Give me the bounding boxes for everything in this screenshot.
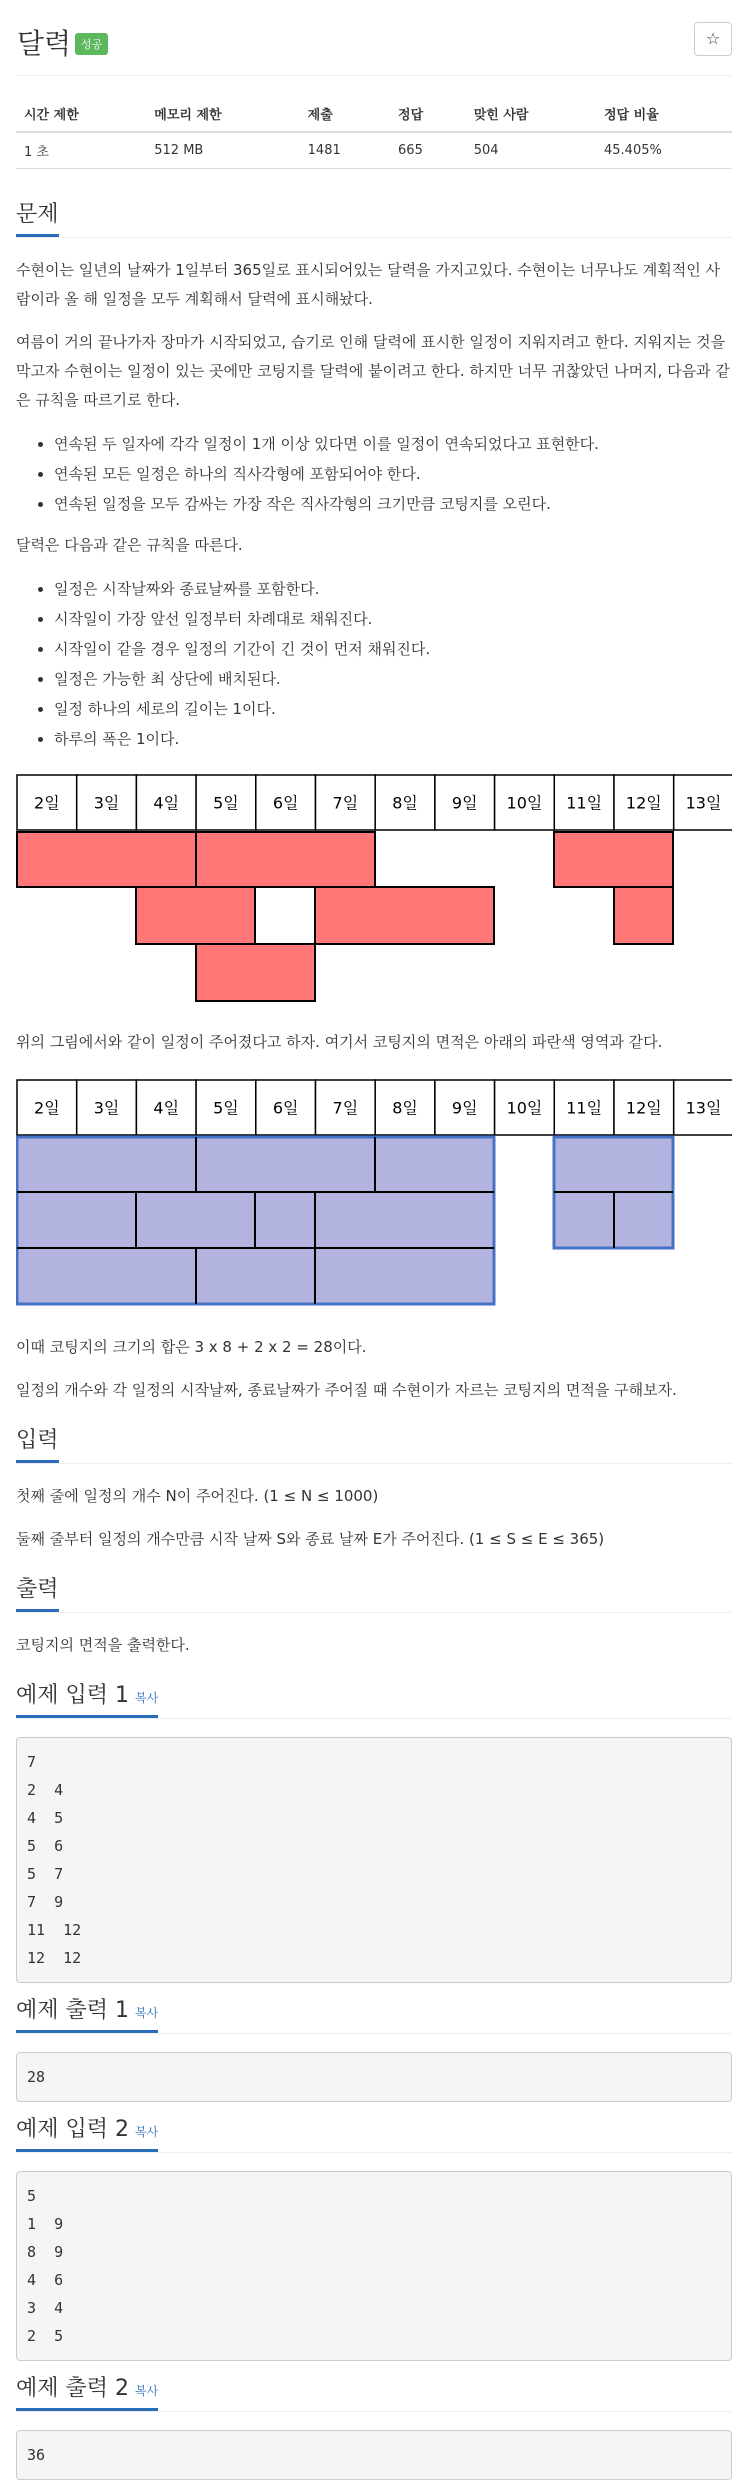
output-section-header	[16, 1568, 732, 1613]
problem-paragraph: 여름이 거의 끝나가자 장마가 시작되었고, 습기로 인해 달력에 표시한 일정이 지워지려고 한다. 지워지는 것을 막고자 수현이는 일정이 있는 곳에만 코팅지를 달력에 붙이려고 한다. 하지만 너무 귀찮았던 나머지, 다음과 같은 규칙을 따르기로 한다.	[16, 333, 730, 409]
day-label: 12일	[625, 793, 662, 813]
sample-line: 4 6	[27, 2271, 64, 2289]
sample-line: 12 12	[27, 1949, 82, 1967]
schedule-block	[554, 832, 673, 887]
list-item: • 일정은 시작날짜와 종료날짜를 포함한다.	[54, 574, 732, 604]
sample-line: 5	[27, 2187, 37, 2205]
sample-title	[16, 1993, 158, 2033]
day-label: 10일	[506, 793, 543, 813]
schedule-block	[136, 887, 255, 944]
sample-output-1	[16, 2052, 732, 2102]
info-header: 맞힌 사람	[466, 96, 596, 132]
page-title: 달력	[17, 27, 72, 60]
schedule-block	[614, 887, 673, 944]
input-paragraph: 첫째 줄에 일정의 개수 N이 주어진다. (1 ≤ N ≤ 1000)	[16, 1487, 379, 1505]
calendar-schedule-figure	[16, 774, 732, 1004]
sample-line: 5 6	[27, 1837, 64, 1855]
sample-output-1-header	[16, 1991, 732, 2034]
section-title-input: 입력	[16, 1423, 59, 1463]
schedule-block	[196, 944, 315, 1001]
info-header: 정답 비율	[596, 96, 732, 132]
day-label: 13일	[685, 793, 722, 813]
schedule-block	[315, 887, 494, 944]
star-button[interactable]: ☆	[694, 22, 732, 56]
problem-paragraph: 위의 그림에서와 같이 일정이 주어졌다고 하자. 여기서 코팅지의 면적은 아래의 파란색 영역과 같다.	[16, 1033, 663, 1051]
sample-line: 2 4	[27, 1781, 64, 1799]
sample-title	[16, 2112, 158, 2152]
list-item: • 연속된 모든 일정은 하나의 직사각형에 포함되어야 한다.	[54, 459, 732, 489]
sample-line: 5 7	[27, 1865, 64, 1883]
problem-info-table	[16, 96, 732, 169]
rule-list	[16, 429, 732, 519]
sample-title-text: 예제 입력 2	[16, 2117, 129, 2142]
sample-input-1	[16, 1737, 732, 1983]
day-label: 8일	[392, 1098, 418, 1118]
copy-button[interactable]: 복사	[135, 2006, 159, 2020]
copy-button[interactable]: 복사	[135, 1691, 159, 1705]
info-value: 504	[466, 132, 596, 169]
list-item: • 시작일이 같을 경우 일정의 기간이 긴 것이 먼저 채워진다.	[54, 634, 732, 664]
list-item: • 시작일이 가장 앞선 일정부터 차례대로 채워진다.	[54, 604, 732, 634]
sample-output-2	[16, 2430, 732, 2480]
problem-paragraph: 수현이는 일년의 날짜가 1일부터 365일로 표시되어있는 달력을 가지고있다. 수현이는 너무나도 계획적인 사람이라 올 해 일정을 모두 계획해서 달력에 표시해놨다.	[16, 261, 720, 308]
info-value: 1481	[300, 132, 390, 169]
list-item: • 연속된 두 일자에 각각 일정이 1개 이상 있다면 이를 일정이 연속되었다고 표현한다.	[54, 429, 732, 459]
sample-line: 7	[27, 1753, 37, 1771]
info-header: 정답	[390, 96, 466, 132]
schedule-block	[196, 832, 375, 887]
problem-paragraph: 일정의 개수와 각 일정의 시작날짜, 종료날짜가 주어질 때 수현이가 자르는 코팅지의 면적을 구해보자.	[16, 1381, 677, 1399]
section-title-problem: 문제	[16, 197, 59, 237]
problem-paragraph: 이때 코팅지의 크기의 합은 3 x 8 + 2 x 2 = 28이다.	[16, 1338, 367, 1356]
sample-line: 28	[27, 2068, 46, 2086]
info-value: 665	[390, 132, 466, 169]
sample-title-text: 예제 입력 1	[16, 1683, 129, 1708]
calendar-coating-figure	[16, 1079, 732, 1309]
day-label: 6일	[272, 793, 299, 813]
day-label: 3일	[93, 793, 120, 813]
day-label: 7일	[332, 793, 359, 813]
info-value: 1 초	[16, 132, 146, 169]
sample-input-2	[16, 2171, 732, 2361]
info-header: 메모리 제한	[146, 96, 299, 132]
day-label: 5일	[213, 793, 239, 813]
sample-line: 36	[27, 2446, 46, 2464]
sample-title	[16, 2371, 158, 2411]
sample-line: 7 9	[27, 1893, 64, 1911]
title-row	[16, 0, 732, 76]
copy-button[interactable]: 복사	[135, 2125, 159, 2139]
day-label: 11일	[566, 1098, 603, 1118]
input-paragraph: 둘째 줄부터 일정의 개수만큼 시작 날짜 S와 종료 날짜 E가 주어진다. (1 ≤ S ≤ E ≤ 365)	[16, 1530, 605, 1548]
day-label: 13일	[685, 1098, 722, 1118]
day-label: 6일	[272, 1098, 299, 1118]
section-title-output: 출력	[16, 1572, 59, 1612]
list-item: • 일정 하나의 세로의 길이는 1이다.	[54, 694, 732, 724]
problem-paragraph: 달력은 다음과 같은 규칙을 따른다.	[16, 536, 243, 554]
day-label: 2일	[34, 793, 60, 813]
problem-section-header	[16, 169, 732, 238]
sample-line: 3 4	[27, 2299, 64, 2317]
list-item: • 하루의 폭은 1이다.	[54, 724, 732, 754]
copy-button[interactable]: 복사	[135, 2384, 159, 2398]
day-label: 11일	[566, 793, 603, 813]
output-paragraph: 코팅지의 면적을 출력한다.	[16, 1636, 190, 1654]
status-badge: 성공	[75, 33, 108, 55]
list-item: • 연속된 일정을 모두 감싸는 가장 작은 직사각형의 크기만큼 코팅지를 오린다.	[54, 489, 732, 519]
sample-title-text: 예제 출력 2	[16, 2376, 129, 2401]
day-label: 3일	[93, 1098, 120, 1118]
day-label: 5일	[213, 1098, 239, 1118]
rule-list	[16, 574, 732, 754]
sample-output-2-header	[16, 2369, 732, 2412]
day-label: 10일	[506, 1098, 543, 1118]
input-section-header	[16, 1419, 732, 1464]
sample-title-text: 예제 출력 1	[16, 1998, 129, 2023]
day-label: 8일	[392, 793, 418, 813]
day-label: 12일	[625, 1098, 662, 1118]
sample-line: 2 5	[27, 2327, 64, 2345]
list-item: • 일정은 가능한 최 상단에 배치된다.	[54, 664, 732, 694]
info-value: 512 MB	[146, 132, 299, 169]
day-label: 2일	[34, 1098, 60, 1118]
sample-input-1-header	[16, 1674, 732, 1719]
info-value: 45.405%	[596, 132, 732, 169]
sample-line: 4 5	[27, 1809, 64, 1827]
day-label: 9일	[451, 793, 478, 813]
sample-title	[16, 1678, 158, 1718]
info-header: 제출	[300, 96, 390, 132]
day-label: 7일	[332, 1098, 359, 1118]
sample-line: 11 12	[27, 1921, 82, 1939]
schedule-block	[17, 832, 196, 887]
info-header: 시간 제한	[16, 96, 146, 132]
sample-input-2-header	[16, 2110, 732, 2153]
day-label: 4일	[153, 1098, 180, 1118]
day-label: 4일	[153, 793, 180, 813]
sample-line: 8 9	[27, 2243, 64, 2261]
day-label: 9일	[451, 1098, 478, 1118]
sample-line: 1 9	[27, 2215, 64, 2233]
